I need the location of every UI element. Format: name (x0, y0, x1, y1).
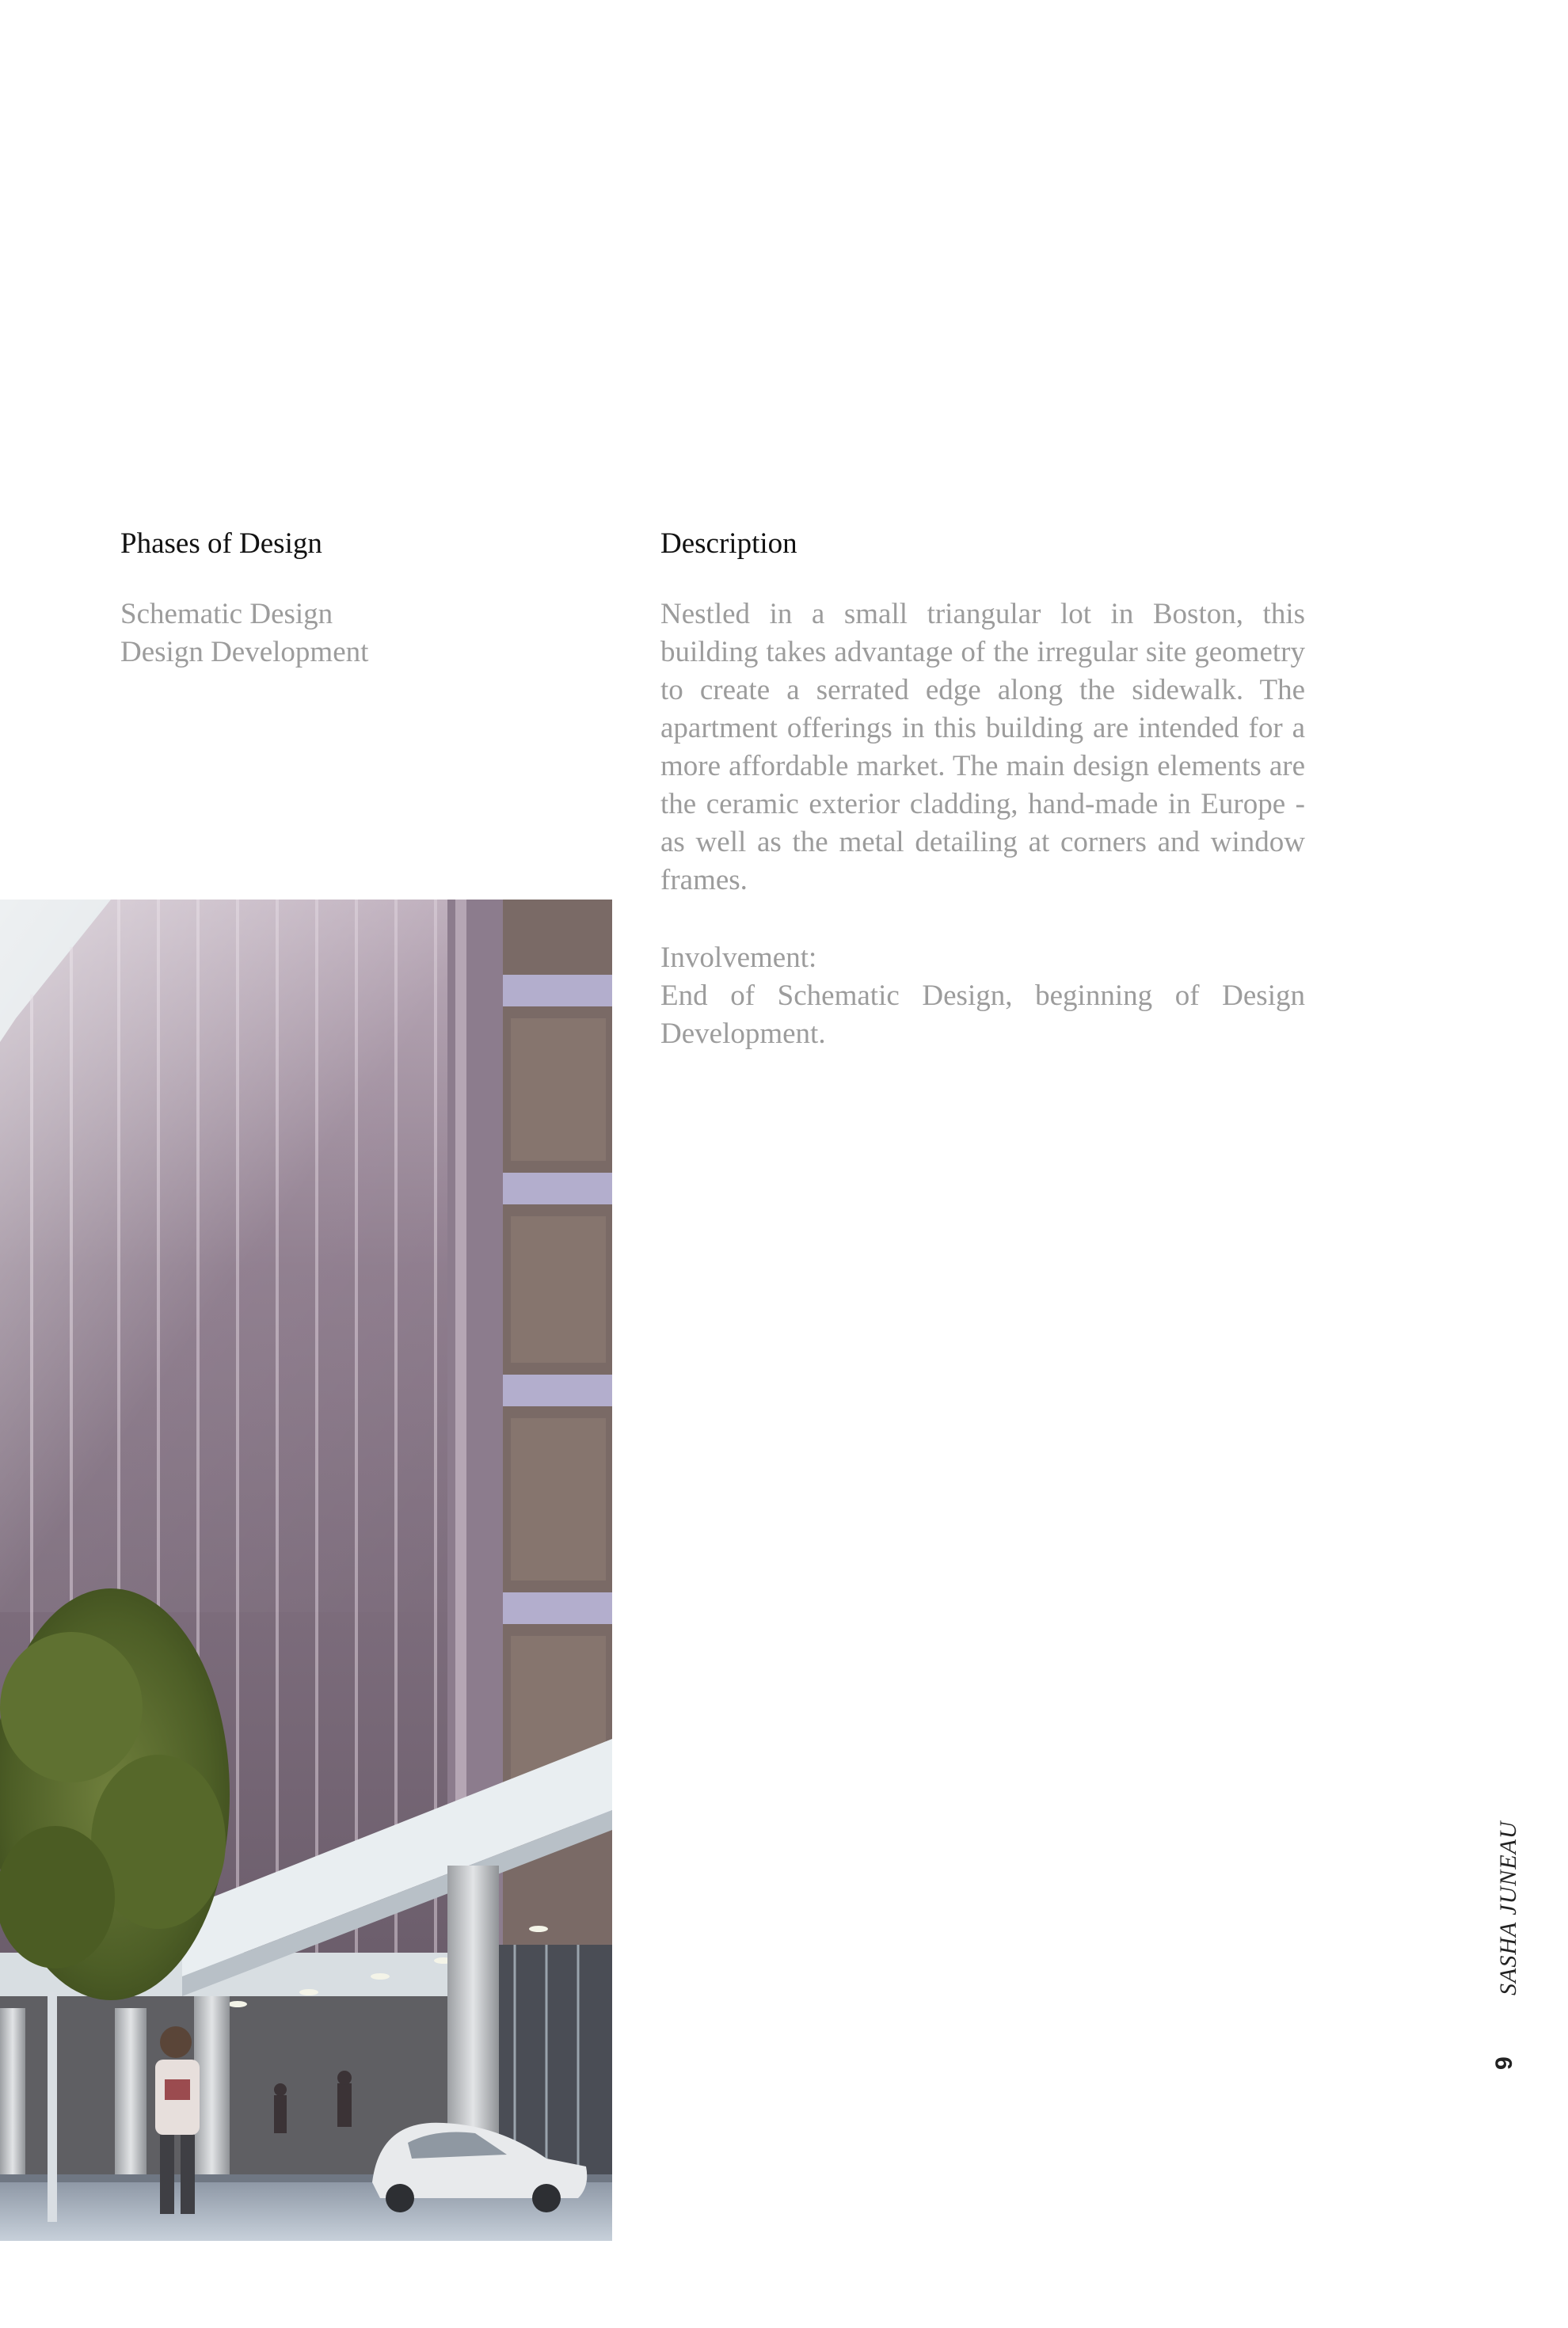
involvement-label: Involvement: (660, 941, 817, 974)
phases-list (120, 595, 368, 671)
author-name: SASHA JUNEAU (1495, 1820, 1521, 1995)
description-heading: Description (660, 527, 797, 560)
phase-item-development: Design Development (120, 636, 369, 668)
description-body: Nestled in a small triangular lot in Boston, this building takes advantage of the irregular site geometry to create a serrated edge along the sidewalk. The apartment offerings in this building are intended for a more affordable market. The main design elements are the ceramic exterior cladding, hand-made in Europe - as well as the metal detailing at corners and window frames. (660, 598, 1305, 896)
phase-item-schematic: Schematic Design (120, 598, 333, 630)
involvement-text: End of Schematic Design, beginning of Design Development. (660, 980, 1305, 1050)
page-number: 9 (1491, 2056, 1517, 2070)
building-rendering-image (0, 900, 612, 2241)
phases-heading: Phases of Design (120, 527, 322, 560)
